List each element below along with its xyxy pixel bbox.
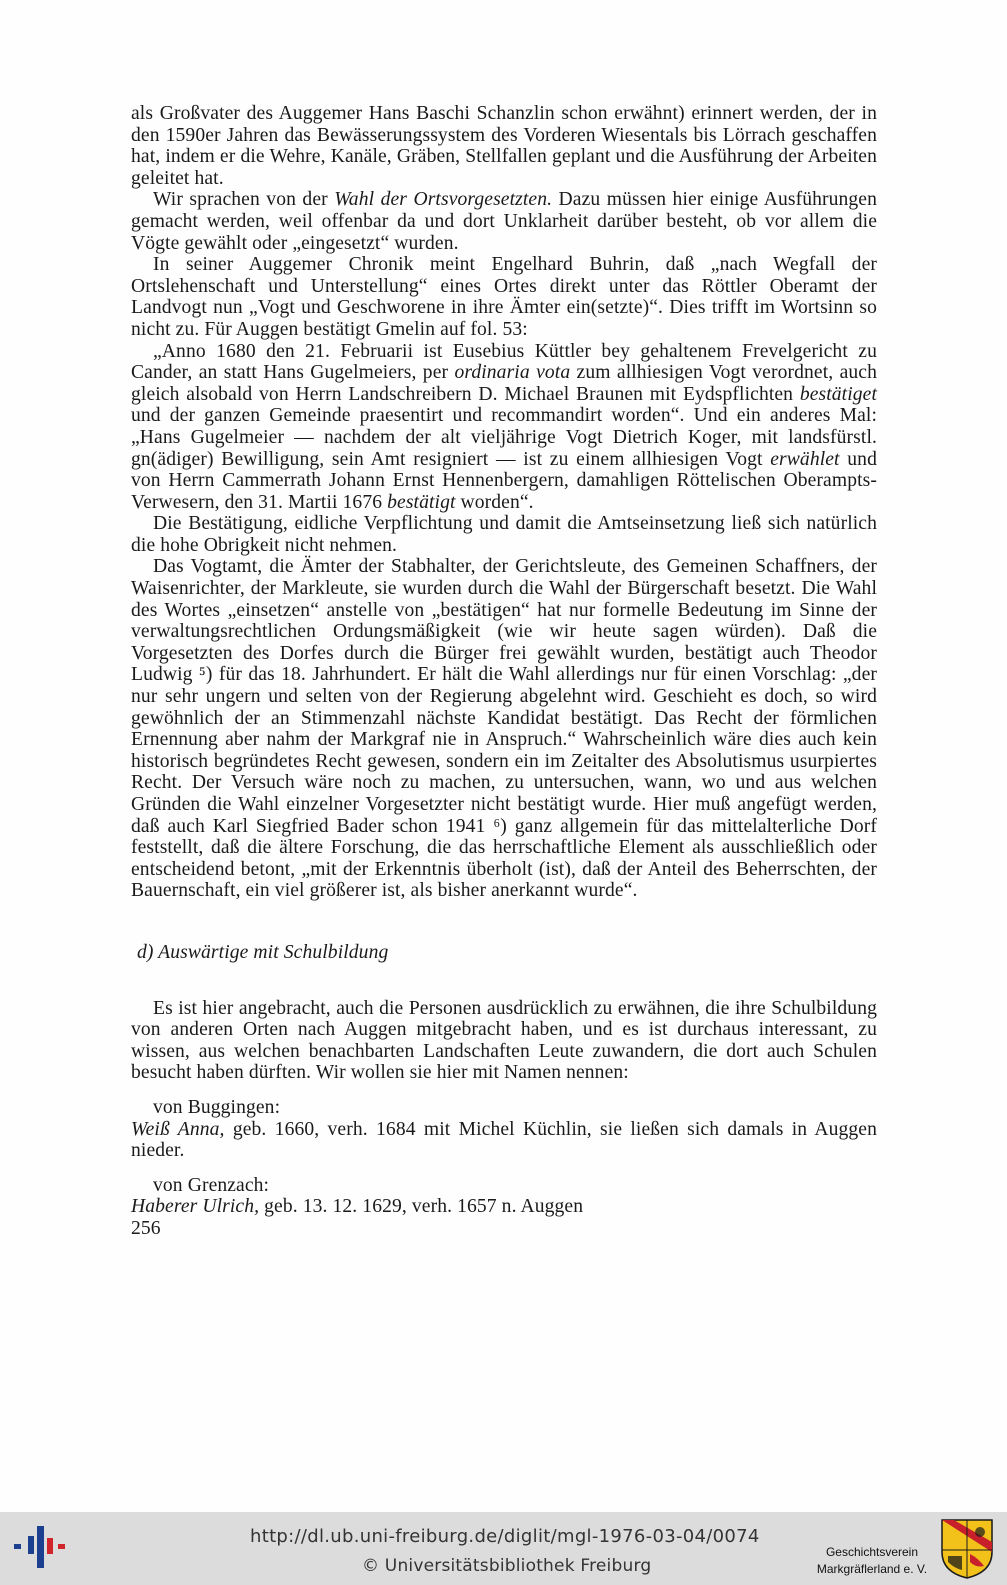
origin-label: von Grenzach: — [153, 1174, 270, 1196]
person-name: Haberer Ulrich, — [131, 1196, 260, 1218]
paragraph: als Großvater des Auggemer Hans Baschi Schanzlin schon erwähnt) erinnert werden, der in den 1590er Jahren das Bewässerungssystem des Vorderen Wiesentals bis Lörrach geschaffen hat, indem er die Wehre, Kanäle, Gräben, Stellfallen geplant und die Ausführung der Arbeiten geleitet hat. — [131, 103, 877, 189]
emphasis: Wahl der Ortsvorgesetzten. — [334, 189, 553, 211]
society-name: Geschichtsverein Markgräflerland e. V. — [816, 1545, 928, 1576]
paragraph: Die Bestätigung, eidliche Verpflichtung und damit die Amtseinsetzung ließ sich natürlich die hohe Obrigkeit nicht nehmen. — [131, 513, 877, 556]
section-heading: d) Auswärtige mit Schulbildung — [137, 941, 389, 963]
quote-paragraph: „Anno 1680 den 21. Februarii ist Eusebius Küttler bey gehaltenem Frevelgericht zu Cander, an statt Hans Gugelmeiers, per ordinaria vota zum allhiesigen Vogt verordnet, auch gleich alsobald von Herrn Landschreibern D. Michael Braunen mit Eydspflichten bestätiget und der ganzen Gemeinde praesentirt und recommandirt worden“. Und ein anderes Mal: „Hans Gugelmeier — nachdem der alt vieljährige Vogt Dietrich Koger, mit landsfürstl. gn(ädiger) Bewilligung, sein Amt resigniert — ist zu einem allhiesigen Vogt erwählet und von Herrn Cammerrath Johann Ernst Hennenbergern, damahligen Röttelischen Oberampts-Verwesern, den 31. Martii 1676 bestätigt worden“. — [131, 340, 877, 513]
emphasis: erwählet — [770, 448, 840, 470]
page-number: 256 — [131, 1217, 161, 1239]
paragraph: Das Vogtamt, die Ämter der Stabhalter, der Gerichtsleute, des Gemeinen Schaffners, der Waisenrichter, der Markleute, sie wurden durch die Wahl der Bürgerschaft besetzt. Die Wahl des Wortes „einsetzen“ anstelle von „bestätigen“ hat nur formelle Bedeutung im Sinne der verwaltungsrechtlichen Ordungsmäßigkeit (wie wir heute sagen würden). Daß die Vorgesetzten des Dorfes durch die Bürger frei gewählt wurden, bestätigt auch Theodor Ludwig ⁵) für das 18. Jahrhundert. Er hält die Wahl allerdings nur für einen Vorschlag: „der nur sehr ungern und selten von der Regierung abgelehnt wird. Geschieht es doch, so wird gewöhnlich der an Stimmenzahl nächste Kandidat bestätigt. Das Recht der förmlichen Ernennung aber nahm der Markgraf nie in Anspruch.“ Wahrscheinlich wäre dies auch kein historisch begründetes Recht gewesen, sondern ein im Zeitalter des Absolutismus usurpiertes Recht. Der Versuch wäre noch zu machen, zu untersuchen, wann, wo und aus welchen Gründen die Wahl einzelner Vorgesetzter nicht bestätigt wurde. Hier muß angefügt werden, daß auch Karl Siegfried Bader schon 1941 ⁶) ganz allgemein für das mittelalterliche Dorf feststellt, daß die ältere Forschung, die das herrschaftliche Element als ausschließlich oder entscheidend betont, „mit der Erkenntnis überholt (ist), daß der Anteil des Beherrschten, der Bauernschaft, ein viel größerer ist, als bisher anerkannt wurde“. — [131, 556, 877, 902]
origin-label: von Buggingen: — [153, 1096, 281, 1118]
person-entry: Weiß Anna, geb. 1660, verh. 1684 mit Michel Küchlin, sie ließen sich damals in Auggen nieder. — [131, 1118, 878, 1162]
emphasis: bestätiget — [799, 383, 877, 405]
coat-of-arms-icon — [940, 1518, 994, 1580]
emphasis: bestätigt — [387, 491, 456, 513]
paragraph: In seiner Auggemer Chronik meint Engelhard Buhrin, daß „nach Wegfall der Ortslehenschaft und Unterstellung“ eines Ortes direkt unter das Röttler Oberamt der Landvogt nun „Vogt und Geschworene in ihre Ämter ein(setzte)“. Dies trifft im Wortsinn so nicht zu. Für Auggen bestätigt Gmelin auf fol. 53: — [131, 254, 877, 340]
emphasis: ordinaria vota — [454, 362, 571, 384]
paragraph: Es ist hier angebracht, auch die Personen ausdrücklich zu erwähnen, die ihre Schulbildung von anderen Orten nach Auggen mitgebracht haben, und es ist durchaus interessant, zu wissen, aus welchen benachbarten Landschaften Leute zuwandern, die dort auch Schulen besucht haben dürften. Wir wollen sie hier mit Namen nennen: — [131, 997, 877, 1084]
footer-bar — [0, 1512, 1007, 1585]
copyright-notice: © Universitätsbibliothek Freiburg — [362, 1556, 652, 1576]
person-entry: Haberer Ulrich, geb. 13. 12. 1629, verh. 1657 n. Auggen — [131, 1196, 584, 1218]
person-name: Weiß Anna, — [131, 1118, 225, 1140]
paragraph: Wir sprachen von der Wahl der Ortsvorgesetzten. Dazu müssen hier einige Ausführungen gemacht werden, weil offenbar da und dort Unklarheit darüber besteht, ob vor allem die Vögte gewählt oder „eingesetzt“ wurden. — [131, 189, 877, 254]
university-library-logo-icon — [14, 1524, 66, 1574]
source-url-link[interactable]: http://dl.ub.uni-freiburg.de/diglit/mgl-1976-03-04/0074 — [250, 1526, 760, 1547]
body-text — [131, 103, 877, 1240]
